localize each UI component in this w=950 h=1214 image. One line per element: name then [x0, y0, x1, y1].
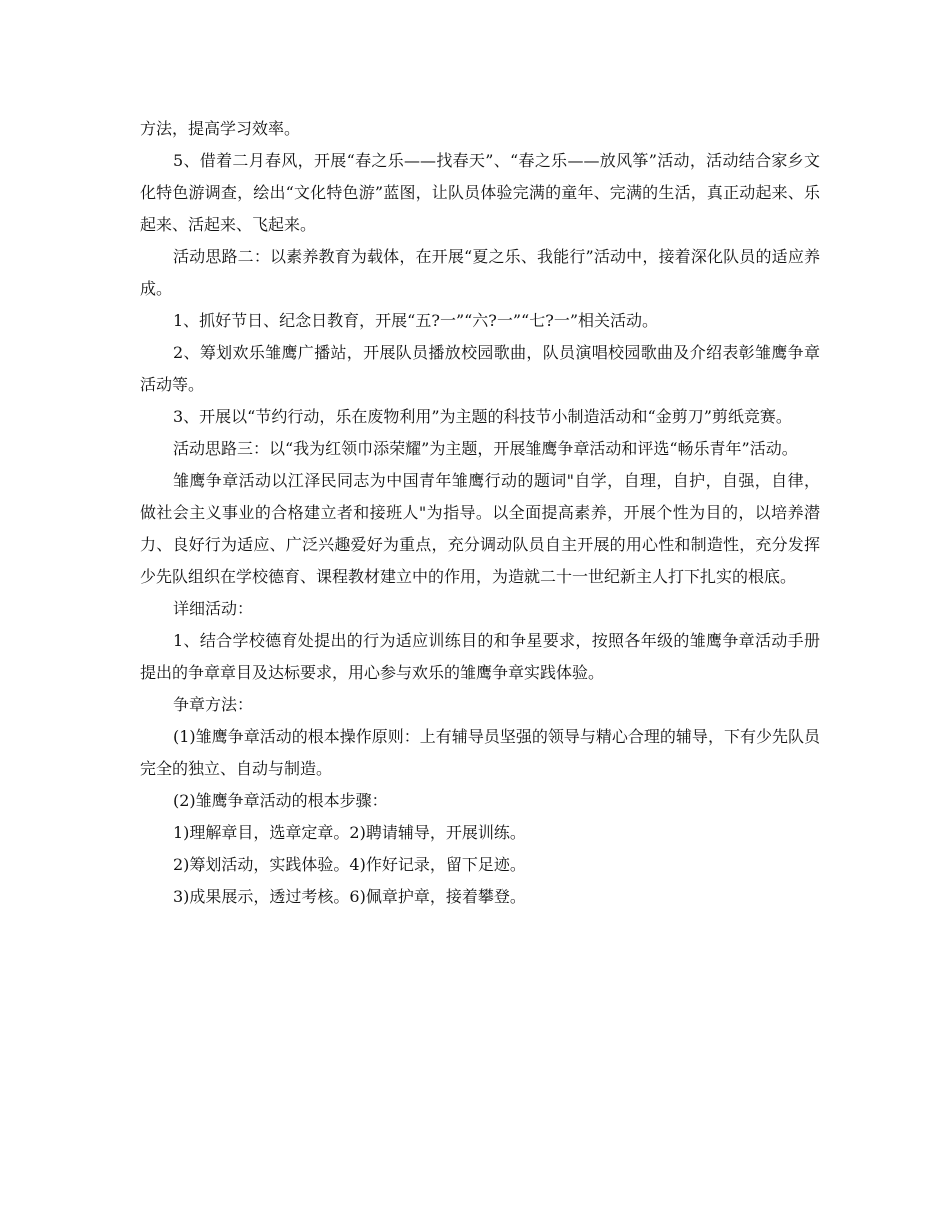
paragraph-item-1: 1、抓好节日、纪念日教育，开展“五?一”“六?一”“七?一”相关活动。 — [173, 311, 658, 330]
paragraph-eagle-activity: 雏鹰争章活动以江泽民同志为中国青年雏鹰行动的题词"自学，自理，自护，自强，自律，做社会主义事业的合格建立者和接班人"为指导。以全面提高素养，开展个性为目的，以培养潜力、良好行为适应、广泛兴趣爱好为重点，充分调动队员自主开展的用心性和制造性，充分发挥少先队组织在学校德育、课程教材建立中的作用，为造就二十一世纪新主人打下扎实的根底。 — [140, 471, 820, 586]
paragraph-item-2: 2、筹划欢乐雏鹰广播站，开展队员播放校园歌曲，队员演唱校园歌曲及介绍表彰雏鹰争章活动等。 — [140, 343, 820, 394]
paragraph-steps-1: 1)理解章目，选章定章。2)聘请辅导，开展训练。 — [173, 823, 526, 842]
paragraph-steps-2: 2)筹划活动，实践体验。4)作好记录，留下足迹。 — [173, 855, 526, 874]
paragraph-idea-three: 活动思路三：以“我为红领巾添荣耀”为主题，开展雏鹰争章活动和评选“畅乐青年”活动。 — [173, 439, 798, 458]
paragraph-method-heading: 争章方法： — [173, 695, 254, 714]
paragraph-idea-two: 活动思路二：以素养教育为载体，在开展“夏之乐、我能行”活动中，接着深化队员的适应养成。 — [140, 247, 820, 298]
paragraph-steps-heading: (2)雏鹰争章活动的根本步骤： — [173, 791, 388, 810]
paragraph-principle: (1)雏鹰争章活动的根本操作原则：上有辅导员坚强的领导与精心合理的辅导，下有少先队员完全的独立、自动与制造。 — [140, 727, 820, 778]
paragraph-continuation: 方法，提高学习效率。 — [140, 119, 301, 138]
document-body — [140, 113, 820, 913]
paragraph-detail-item-1: 1、结合学校德育处提出的行为适应训练目的和争星要求，按照各年级的雏鹰争章活动手册提出的争章章目及达标要求，用心参与欢乐的雏鹰争章实践体验。 — [140, 631, 820, 682]
paragraph-detail-heading: 详细活动： — [173, 599, 254, 618]
paragraph-item-3: 3、开展以“节约行动，乐在废物利用”为主题的科技节小制造活动和“金剪刀”剪纸竞赛。 — [173, 407, 792, 426]
paragraph-steps-3: 3)成果展示，透过考核。6)佩章护章，接着攀登。 — [173, 887, 526, 906]
paragraph-item-5: 5、借着二月春风，开展“春之乐——找春天”、“春之乐——放风筝”活动，活动结合家乡文化特色游调查，绘出“文化特色游”蓝图，让队员体验完满的童年、完满的生活，真正动起来、乐起来、活起来、飞起来。 — [140, 151, 820, 234]
